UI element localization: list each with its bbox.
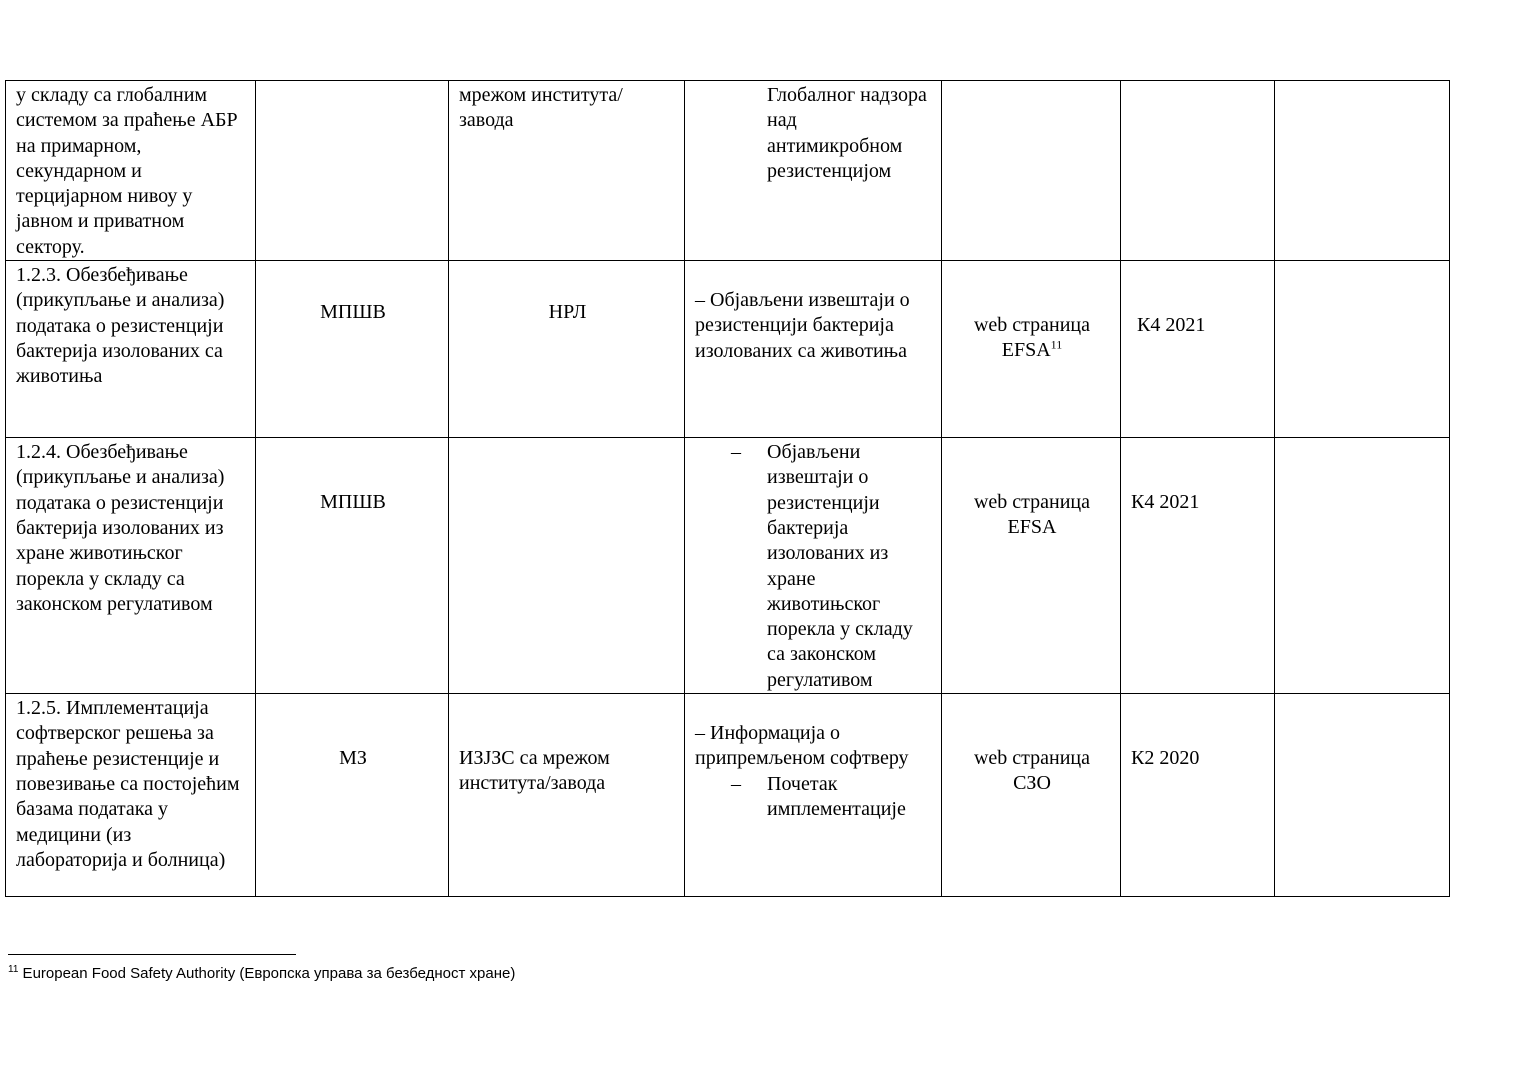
deadline-cell <box>1121 694 1275 897</box>
indicator-list-item <box>695 772 933 823</box>
source-line1: web страница <box>973 491 1091 514</box>
deadline-text: К4 2021 <box>1131 491 1200 514</box>
deadline-cell <box>1121 261 1275 438</box>
responsible-text: МПШВ <box>320 301 386 324</box>
indicator-text: Објављени извештаји о резистенцији бактерија изолованих из хране животињског порекла у складу са законском регулативом <box>767 441 913 691</box>
partners-cell <box>449 438 685 694</box>
indicator-text: – Објављени извештаји о резистенцији бактерија изолованих са животиња <box>695 289 910 362</box>
responsible-cell <box>256 438 449 694</box>
extra-cell <box>1275 438 1450 694</box>
indicator-cell <box>685 81 942 261</box>
table-row <box>6 81 1450 261</box>
responsible-cell <box>256 694 449 897</box>
source-line2: EFSA <box>1007 516 1057 539</box>
activity-table <box>5 80 1450 897</box>
table-row <box>6 694 1450 897</box>
source-line2: СЗО <box>1013 772 1051 795</box>
footnote-number: 11 <box>8 964 19 975</box>
partners-cell <box>449 694 685 897</box>
source-cell <box>942 438 1121 694</box>
activity-cell: 1.2.3. Обезбеђивање (прикупљање и анализа) података о резистенцији бактерија изолованих са животиња <box>6 261 256 438</box>
indicator-cell <box>685 438 942 694</box>
responsible-cell <box>256 81 449 261</box>
indicator-list-item <box>695 440 933 693</box>
deadline-text: К4 2021 <box>1137 314 1206 337</box>
source-name: EFSA <box>1001 339 1051 362</box>
source-cell <box>942 694 1121 897</box>
extra-cell <box>1275 694 1450 897</box>
partners-cell: мрежом института/завода <box>449 81 685 261</box>
source-cell <box>942 261 1121 438</box>
activity-cell: 1.2.5. Имплементација софтверског решења за праћење резистенције и повезивање са постојећим базама података у медицини (из лабораторија и болница) <box>6 694 256 897</box>
responsible-text: МЗ <box>339 747 367 770</box>
table-row <box>6 438 1450 694</box>
dash-bullet: – <box>731 772 741 795</box>
footnote-ref[interactable]: 11 <box>1050 337 1063 352</box>
source-cell <box>942 81 1121 261</box>
indicator-text: Глобалног надзора над антимикробном резистенцијом <box>767 84 927 182</box>
extra-cell <box>1275 81 1450 261</box>
indicator-item-1: – Информација о припремљеном софтверу <box>695 722 909 770</box>
partners-cell <box>449 261 685 438</box>
footnote-text: European Food Safety Authority (Европска управа за безбедност хране) <box>18 965 516 982</box>
activity-cell: у складу са глобалним системом за праћење АБР на примарном, секундарном и терцијарном нивоу у јавном и приватном сектору. <box>6 81 256 261</box>
deadline-text: К2 2020 <box>1131 747 1200 770</box>
activity-cell: 1.2.4. Обезбеђивање (прикупљање и анализа) података о резистенцији бактерија изолованих из хране животињског порекла у складу са законском регулативом <box>6 438 256 694</box>
dash-bullet: – <box>731 441 741 464</box>
source-line1: web страница <box>973 747 1091 770</box>
indicator-cell <box>685 694 942 897</box>
deadline-cell <box>1121 438 1275 694</box>
footnote-separator <box>8 954 296 955</box>
indicator-item-2: Почетак имплементације <box>767 772 906 820</box>
partners-text: ИЗЈЗС са мрежом института/завода <box>459 747 610 795</box>
responsible-cell <box>256 261 449 438</box>
extra-cell <box>1275 261 1450 438</box>
table-row <box>6 261 1450 438</box>
source-line2 <box>952 338 1112 363</box>
indicator-cell <box>685 261 942 438</box>
source-line1: web страница <box>973 314 1091 337</box>
partners-text: НРЛ <box>548 301 587 324</box>
responsible-text: МПШВ <box>320 491 386 514</box>
deadline-cell <box>1121 81 1275 261</box>
footnote <box>8 964 515 984</box>
